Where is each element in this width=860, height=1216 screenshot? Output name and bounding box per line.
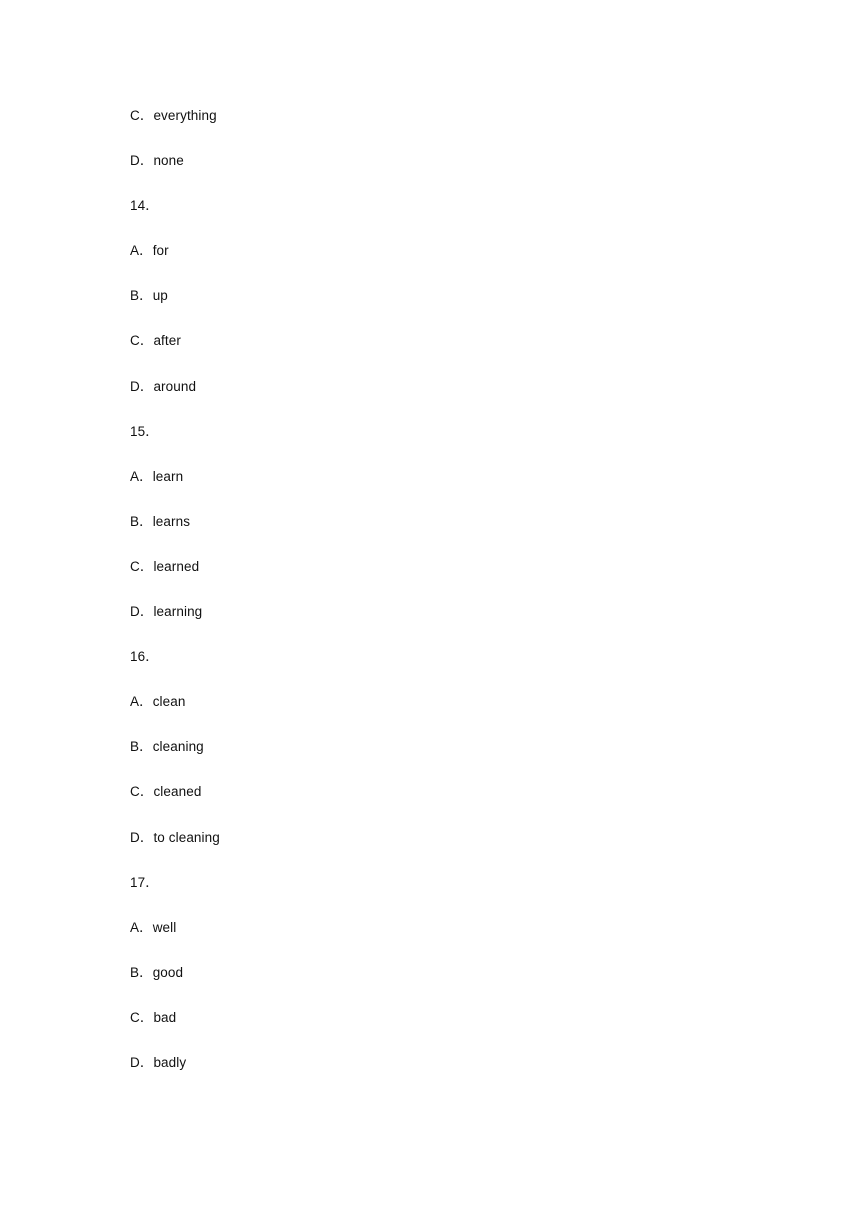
question-number-15: 15． xyxy=(130,423,159,439)
option-c-bad: C．bad xyxy=(130,1009,177,1025)
option-c-cleaned: C．cleaned xyxy=(130,784,202,800)
option-b-cleaning: B．cleaning xyxy=(130,739,204,755)
option-c-after: C．after xyxy=(130,333,181,349)
option-b-learns: B．learns xyxy=(130,513,191,529)
option-d-badly: D．badly xyxy=(130,1054,187,1070)
option-c-everything: C．everything xyxy=(130,108,217,123)
option-a-learn: A．learn xyxy=(130,468,184,484)
question-list xyxy=(130,106,220,1098)
question-number-16: 16． xyxy=(130,649,159,665)
option-d-learning: D．learning xyxy=(130,604,203,620)
question-number-14: 14． xyxy=(130,198,159,214)
option-a-for: A．for xyxy=(130,243,169,259)
option-b-good: B．good xyxy=(130,964,184,980)
option-c-learned: C．learned xyxy=(130,558,200,574)
question-number-17: 17． xyxy=(130,874,159,890)
option-d-none: D．none xyxy=(130,153,184,169)
option-a-well: A．well xyxy=(130,919,177,935)
option-b-up: B．up xyxy=(130,288,168,304)
option-d-to-cleaning: D．to cleaning xyxy=(130,829,220,845)
option-a-clean: A．clean xyxy=(130,694,186,710)
option-d-around: D．around xyxy=(130,378,197,394)
